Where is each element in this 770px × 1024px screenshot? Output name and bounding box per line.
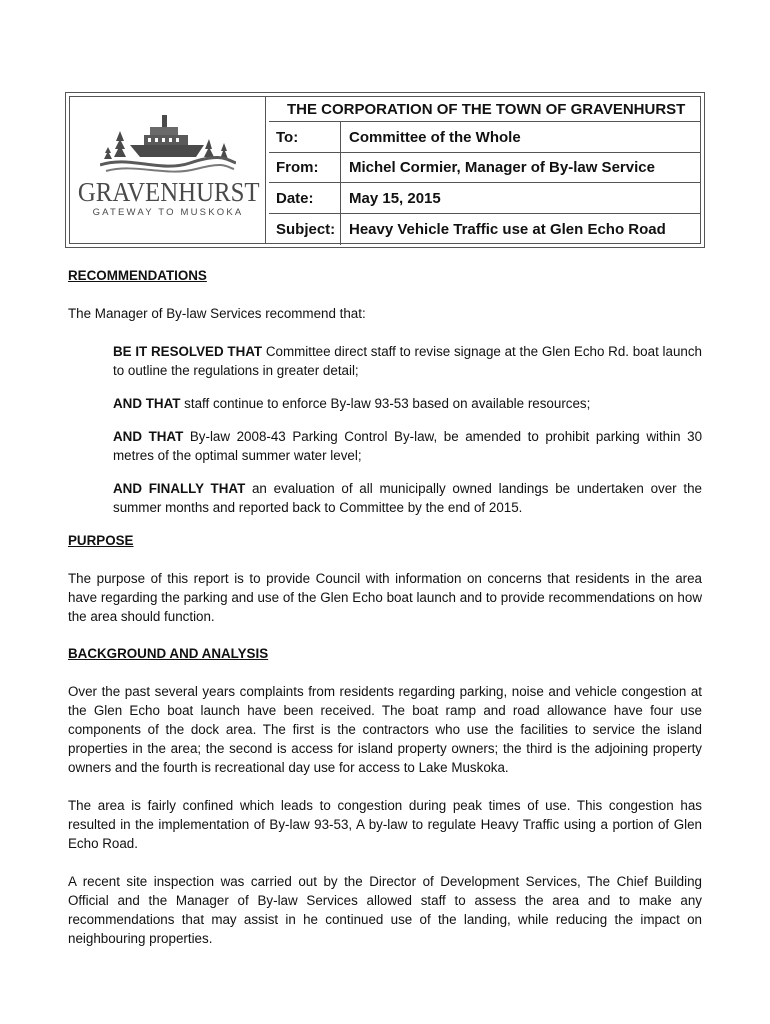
resolution-2-text: staff continue to enforce By-law 93-53 based on available resources; xyxy=(180,396,591,411)
purpose-paragraph: The purpose of this report is to provide Council with information on concerns that residents in the area have regarding the parking and use of the Glen Echo boat launch and to provide recommendations on how the area should function. xyxy=(68,571,702,624)
purpose-heading: PURPOSE xyxy=(68,533,134,548)
background-paragraph-1: Over the past several years complaints from residents regarding parking, noise and vehicle congestion at the Glen Echo boat launch have been received. The boat ramp and road allowance have four use components of the dock area. The first is the contractors who use the facilities to service the island properties in the area; the second is access for island property owners; the third is the adjoining property owners and the fourth is recreational day use for access to Lake Muskoka. xyxy=(68,684,702,775)
header-label-subject: Subject: xyxy=(269,214,341,245)
recommendations-intro: The Manager of By-law Services recommend that: xyxy=(68,306,366,321)
report-header-table xyxy=(65,92,705,248)
header-label-to: To: xyxy=(269,122,341,152)
header-row-to xyxy=(269,122,700,153)
background-heading: BACKGROUND AND ANALYSIS xyxy=(68,646,269,661)
header-label-from: From: xyxy=(269,153,341,182)
header-value-date: May 15, 2015 xyxy=(349,190,441,207)
header-value-from: Michel Cormier, Manager of By-law Service xyxy=(349,159,655,176)
header-row-subject xyxy=(269,214,700,245)
background-paragraph-2: The area is fairly confined which leads to congestion during peak times of use. This congestion has resulted in the implementation of By-law 93-53, A by-law to regulate Heavy Traffic using a portion of Glen Echo Road. xyxy=(68,798,702,851)
resolution-4-lead: AND FINALLY THAT xyxy=(113,481,246,496)
resolution-3 xyxy=(113,427,702,465)
header-row-date xyxy=(269,183,700,214)
recommendations-heading: RECOMMENDATIONS xyxy=(68,268,207,283)
resolution-1-text: Committee direct staff to revise signage at the Glen Echo Rd. boat launch to outline the regulations in greater detail; xyxy=(113,344,702,378)
resolution-3-lead: AND THAT xyxy=(113,429,184,444)
resolution-2-lead: AND THAT xyxy=(113,396,181,411)
logo-tagline: GATEWAY TO MUSKOKA xyxy=(92,207,244,218)
header-value-to: Committee of the Whole xyxy=(349,129,521,146)
steamship-trees-logo-icon xyxy=(100,111,236,175)
resolution-1 xyxy=(113,342,702,380)
logo-wordmark: GRAVENHURST xyxy=(77,177,260,207)
resolution-4-text: an evaluation of all municipally owned landings be undertaken over the summer months and reported back to Committee by the end of 2015. xyxy=(113,481,702,515)
header-row-from xyxy=(269,153,700,183)
town-logo xyxy=(70,97,266,243)
header-value-subject: Heavy Vehicle Traffic use at Glen Echo Road xyxy=(349,221,666,238)
resolution-2 xyxy=(113,394,702,413)
background-paragraph-3: A recent site inspection was carried out by the Director of Development Services, The Chief Building Official and the Manager of By-law Services allowed staff to assess the area and to make any recommendations that may assist in he continued use of the landing, while reducing the impact on neighbouring properties. xyxy=(68,874,702,946)
report-header-inner xyxy=(69,96,701,244)
report-body xyxy=(68,266,702,948)
header-label-date: Date: xyxy=(269,183,341,213)
resolution-3-text: By-law 2008-43 Parking Control By-law, be amended to prohibit parking within 30 metres of the optimal summer water level; xyxy=(113,429,703,463)
resolution-4 xyxy=(113,479,702,517)
resolution-1-lead: BE IT RESOLVED THAT xyxy=(113,344,263,359)
corporation-title: THE CORPORATION OF THE TOWN OF GRAVENHURST xyxy=(269,97,700,122)
